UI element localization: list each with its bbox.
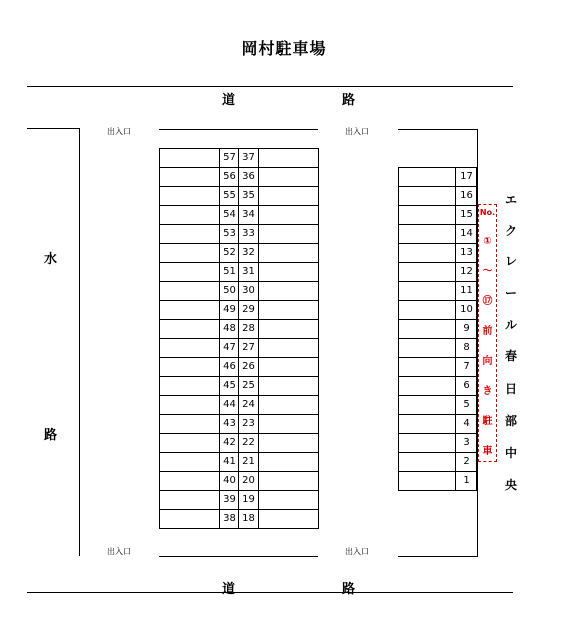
parking-stall: [258, 243, 319, 263]
exit-label-top-right: 出入口: [345, 127, 369, 136]
stall-number: 55: [223, 190, 236, 201]
stall-number: 36: [242, 171, 255, 182]
stall-number: 6: [463, 380, 470, 391]
stall-number: 30: [242, 285, 255, 296]
building-name-char: 央: [504, 478, 517, 492]
parking-stall: [159, 148, 220, 168]
parking-stall: [159, 319, 220, 339]
parking-stall: [258, 414, 319, 434]
building-name-char: ー: [504, 286, 517, 300]
stall-number: 56: [223, 171, 236, 182]
stall-number: 48: [223, 323, 236, 334]
parking-stall: [258, 357, 319, 377]
stall-number: 31: [242, 266, 255, 277]
stall-number: 21: [242, 456, 255, 467]
parking-stall: [159, 205, 220, 225]
parking-stall: [159, 357, 220, 377]
stall-number: 54: [223, 209, 236, 220]
stall-number: 29: [242, 304, 255, 315]
parking-stall: [159, 262, 220, 282]
parking-stall: [159, 167, 220, 187]
stall-number: 28: [242, 323, 255, 334]
waterway-label-2: 路: [44, 428, 58, 443]
parking-stall: [398, 357, 456, 377]
top-road-label-1: 道: [222, 93, 236, 108]
stall-number: 2: [463, 456, 470, 467]
parking-stall: [398, 186, 456, 206]
stall-number: 5: [463, 399, 470, 410]
parking-stall: [398, 262, 456, 282]
parking-stall: [398, 433, 456, 453]
parking-stall: [258, 395, 319, 415]
parking-stall: [398, 243, 456, 263]
waterway-top-edge: [27, 128, 80, 129]
stall-number: 10: [460, 304, 473, 315]
waterway-label-1: 水: [44, 252, 58, 267]
parking-stall: [258, 433, 319, 453]
parking-stall: [398, 319, 456, 339]
stall-number: 19: [242, 494, 255, 505]
stall-number: 46: [223, 361, 236, 372]
bottom-road-edge: [27, 592, 513, 593]
parking-stall: [159, 376, 220, 396]
building-name-char: ル: [504, 318, 517, 332]
note-char: ⑰: [482, 296, 493, 307]
stall-number: 45: [223, 380, 236, 391]
stall-number: 35: [242, 190, 255, 201]
parking-stall: [398, 452, 456, 472]
parking-stall: [159, 433, 220, 453]
parking-stall: [398, 281, 456, 301]
parking-stall: [398, 414, 456, 434]
parking-stall: [159, 509, 220, 529]
parking-stall: [159, 414, 220, 434]
stall-number: 11: [460, 285, 473, 296]
parking-stall: [258, 167, 319, 187]
note-char: 前: [482, 326, 493, 337]
parking-stall: [398, 395, 456, 415]
stall-number: 32: [242, 247, 255, 258]
note-char: No.: [479, 208, 496, 217]
parking-stall: [258, 262, 319, 282]
parking-stall: [398, 205, 456, 225]
note-char: き: [482, 386, 493, 397]
stall-number: 37: [242, 152, 255, 163]
stall-number: 33: [242, 228, 255, 239]
lot-bottom-edge-right: [398, 556, 478, 557]
lot-bottom-edge-left: [159, 556, 318, 557]
parking-stall: [398, 300, 456, 320]
parking-stall: [159, 471, 220, 491]
note-char: 〜: [482, 266, 493, 277]
stall-number: 49: [223, 304, 236, 315]
building-name-char: 部: [504, 414, 517, 428]
parking-stall: [258, 205, 319, 225]
parking-stall: [398, 167, 456, 187]
stall-number: 26: [242, 361, 255, 372]
parking-stall: [398, 471, 456, 491]
stall-number: 22: [242, 437, 255, 448]
stall-number: 52: [223, 247, 236, 258]
note-char: ①: [483, 236, 492, 247]
parking-stall: [258, 471, 319, 491]
building-name-char: エ: [504, 193, 517, 207]
parking-stall: [398, 224, 456, 244]
stall-number: 7: [463, 361, 470, 372]
parking-stall: [258, 224, 319, 244]
parking-stall: [159, 490, 220, 510]
stall-number: 50: [223, 285, 236, 296]
stall-number: 14: [460, 228, 473, 239]
stall-number: 41: [223, 456, 236, 467]
building-name-char: 日: [504, 382, 517, 396]
top-road-edge: [27, 86, 513, 87]
stall-number: 9: [463, 323, 470, 334]
stall-number: 4: [463, 418, 470, 429]
lot-top-edge-right: [398, 129, 478, 130]
top-road-label-2: 路: [342, 93, 356, 108]
exit-label-bottom-right: 出入口: [345, 547, 369, 556]
stall-number: 13: [460, 247, 473, 258]
note-char: 車: [482, 446, 493, 457]
parking-stall: [159, 186, 220, 206]
parking-stall: [258, 319, 319, 339]
stall-number: 43: [223, 418, 236, 429]
parking-stall: [159, 395, 220, 415]
parking-stall: [258, 338, 319, 358]
stall-number: 17: [460, 171, 473, 182]
stall-number: 40: [223, 475, 236, 486]
stall-number: 16: [460, 190, 473, 201]
parking-stall: [159, 452, 220, 472]
parking-stall: [258, 281, 319, 301]
stall-number: 18: [242, 513, 255, 524]
note-char: 駐: [482, 416, 493, 427]
stall-number: 12: [460, 266, 473, 277]
stall-number: 1: [463, 475, 470, 486]
building-name-char: 春: [504, 349, 517, 363]
stall-number: 8: [463, 342, 470, 353]
parking-stall: [258, 509, 319, 529]
parking-stall: [258, 376, 319, 396]
stall-number: 3: [463, 437, 470, 448]
exit-label-bottom-left: 出入口: [107, 547, 131, 556]
parking-stall: [159, 338, 220, 358]
parking-stall: [258, 186, 319, 206]
note-char: 向: [482, 356, 493, 367]
stall-number: 47: [223, 342, 236, 353]
bottom-road-label-1: 道: [222, 582, 236, 597]
building-name-char: 中: [504, 446, 517, 460]
stall-number: 42: [223, 437, 236, 448]
stall-number: 27: [242, 342, 255, 353]
parking-stall: [258, 452, 319, 472]
stall-number: 39: [223, 494, 236, 505]
parking-stall: [398, 376, 456, 396]
parking-stall: [159, 281, 220, 301]
parking-stall: [258, 490, 319, 510]
parking-stall: [159, 300, 220, 320]
exit-label-top-left: 出入口: [107, 127, 131, 136]
stall-number: 20: [242, 475, 255, 486]
bottom-road-label-2: 路: [342, 582, 356, 597]
stall-number: 15: [460, 209, 473, 220]
building-name-char: ク: [504, 224, 517, 238]
stall-number: 38: [223, 513, 236, 524]
lot-top-edge-left: [159, 129, 318, 130]
parking-stall: [258, 148, 319, 168]
parking-stall: [159, 243, 220, 263]
stall-number: 24: [242, 399, 255, 410]
stall-number: 53: [223, 228, 236, 239]
parking-stall: [258, 300, 319, 320]
stall-number: 44: [223, 399, 236, 410]
stall-number: 25: [242, 380, 255, 391]
stall-number: 34: [242, 209, 255, 220]
building-name-char: レ: [504, 254, 517, 268]
parking-stall: [159, 224, 220, 244]
stall-number: 57: [223, 152, 236, 163]
page-title: 岡村駐車場: [241, 39, 327, 58]
parking-stall: [398, 338, 456, 358]
waterway-edge: [79, 128, 80, 556]
stall-number: 51: [223, 266, 236, 277]
stall-number: 23: [242, 418, 255, 429]
